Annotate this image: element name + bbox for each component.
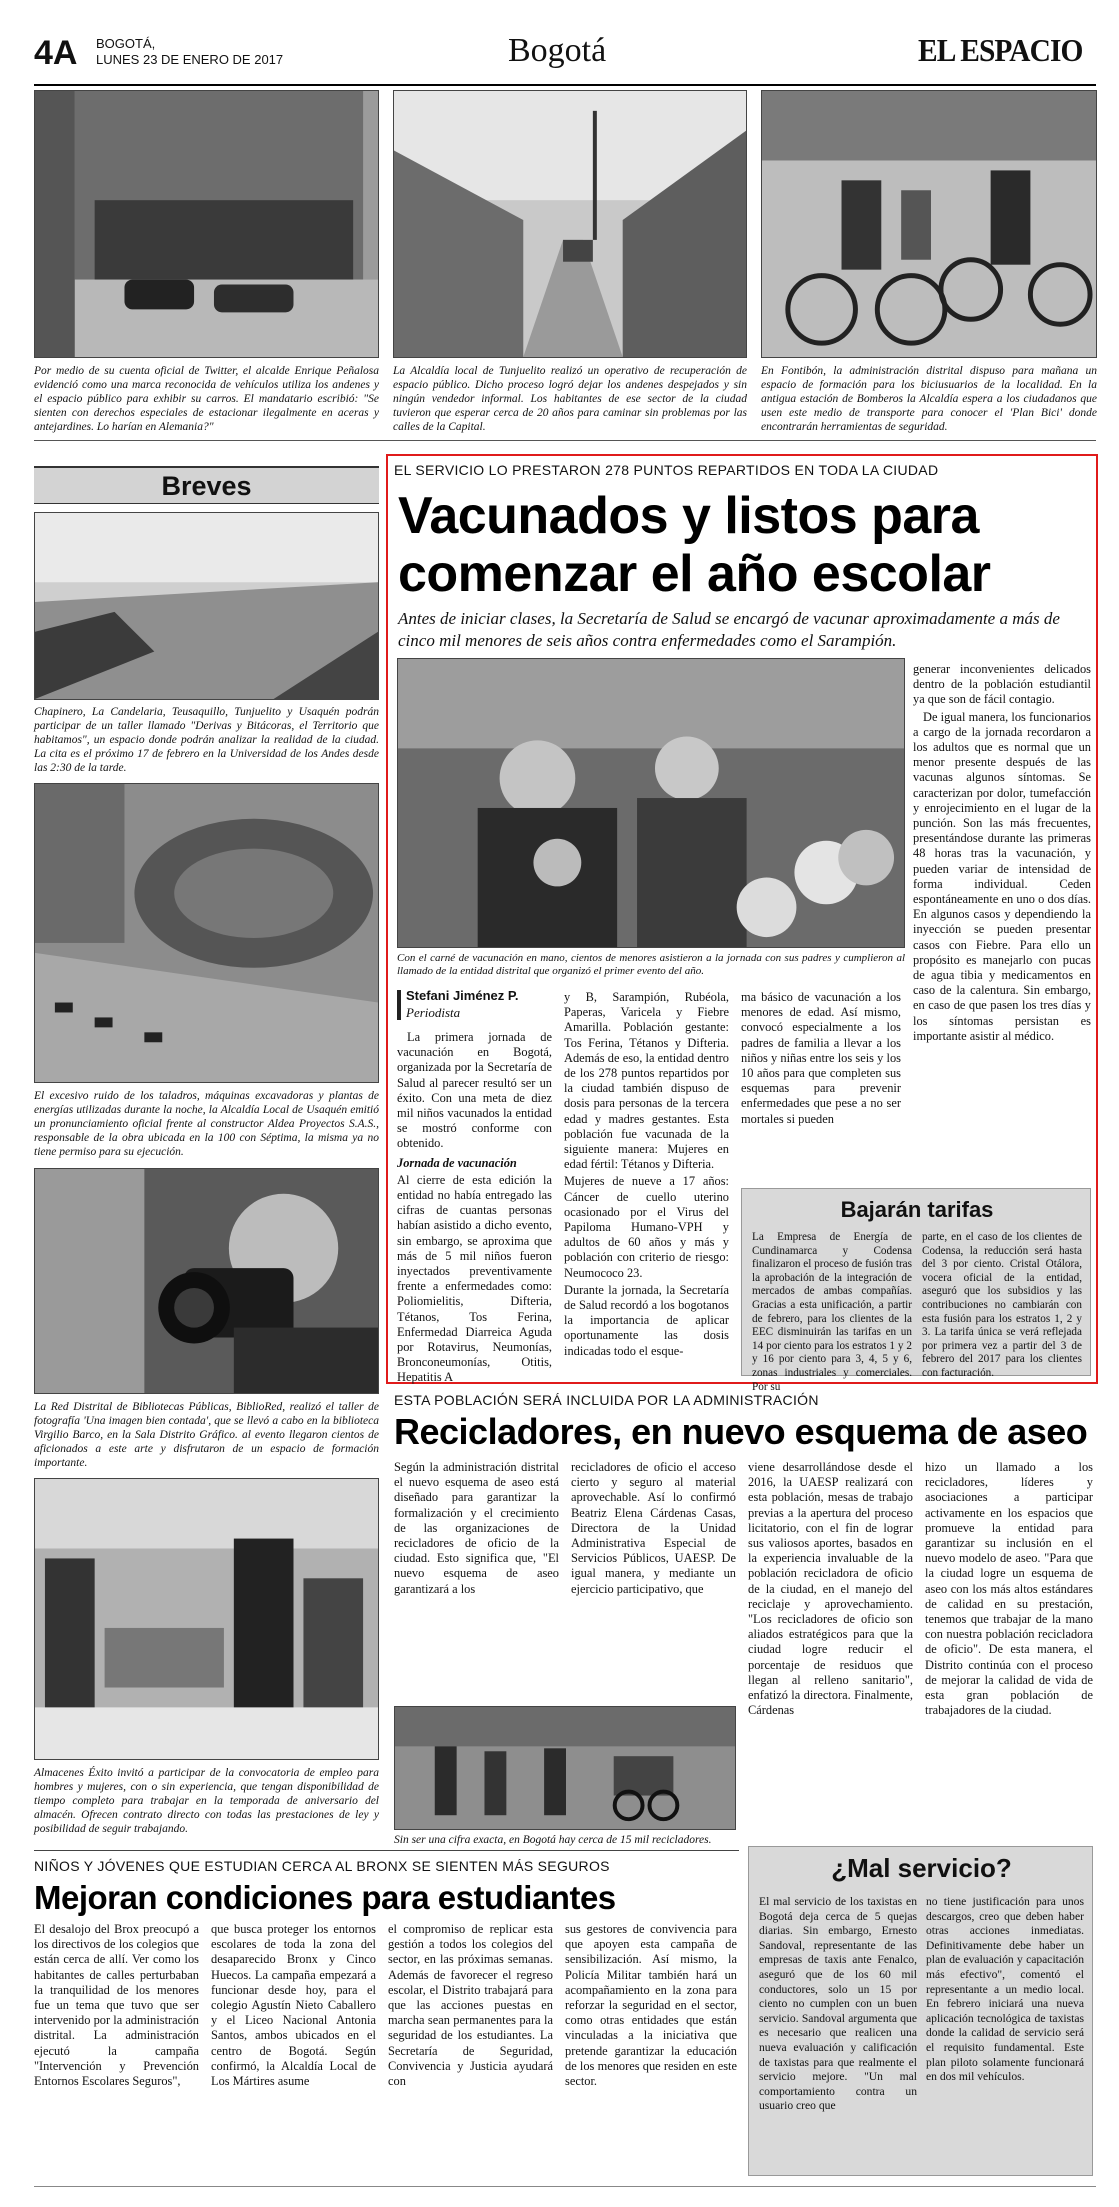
brand-logo: EL ESPACIO [918, 32, 1083, 68]
author-bar [397, 990, 401, 1020]
bottom-rule [34, 2186, 1096, 2187]
main-col-1 [397, 1030, 552, 1385]
main-col4-para1: generar inconvenientes delicados dentro de la población estudiantil ya que son de fácil contagio. [913, 662, 1091, 707]
photo-photographer [34, 1168, 379, 1394]
caption-ruido: El excesivo ruido de los taladros, máquinas excavadoras y plantas de energías utilizadas durante la noche, la Alcaldía Local de Usaquén emitió un pronunciamiento oficial frente al constructor Aldea Proyectos S.A.S., responsable de la obra ubicada en la 100 con Séptima, la misma ya no tiene permiso para su ejecución. [34, 1090, 379, 1158]
city-line: BOGOTÁ, [96, 36, 156, 51]
estudiantes-col-4: sus gestores de convivencia para que apoyen esta campaña de sensibilización. Así mismo, la Policía Militar también hará un acompañamiento en la zona para reforzar la seguridad en el sector, como otras entidades que están vinculadas a la iniciativa que pretende garantizar la educación de los menores que residen en este sector. [565, 1922, 737, 2089]
caption-vaccination: Con el carné de vacunación en mano, cientos de menores asistieron a la jornada con sus padres y cumplieron al llamado de la entidad distrital que organizó el primer evento del año. [397, 952, 905, 977]
mal-servicio-col-1: El mal servicio de los taxistas en Bogotá deja cerca de 5 quejas diarias. Sin embargo, Ernesto Sandoval, representante de las empresas de taxis ante Fenalco, aseguró que de los 60 mil conductores, solo un 15 por ciento no cumplen con un buen servicio. Sandoval argumenta que es necesario que realicen una nueva evaluación y calificación de taxistas para que realmente el servicio mejore. "Un mal comportamiento contra un usuario creo que [759, 1895, 917, 2113]
photo-vaccination [397, 658, 905, 948]
main-col2-para1: y B, Sarampión, Rubéola, Paperas, Varicela y Fiebre Amarilla. Población gestante: Tos Ferina, Tétanos y Difteria. Además de eso, la entidad dentro de los 278 puntos repartidos por la ciudad también dispuso de dosis para personas de la tercera edad y madres gestantes. Esta población fue vacunada de la siguiente manera: Mujeres en edad fértil: Tétanos y Difteria. [564, 990, 729, 1172]
main-col-2 [564, 990, 729, 1375]
caption-biblored: La Red Distrital de Bibliotecas Públicas, BiblioRed, realizó el taller de fotografía 'Una imagen bien contada', que se llevó a cabo en la biblioteca Virgilio Barco, en la Sala Distrito Gráfico. al evento llegaron cientos de aficionados a este arte y disfrutaron de un espacio de formación importante. [34, 1401, 379, 1469]
tarifas-col-2: parte, en el caso de los clientes de Codensa, la reducción será hasta del 3 por ciento. Cristal Otálora, vocera oficial de la entidad, aseguró que los subsidios y las contribuciones no cambiarán con esta fusión para los estratos 1, 2 y 3. La tarifa única se verá reflejada por primera vez a partir del 3 de febrero del 2017 para los clientes con facturación. [922, 1231, 1082, 1379]
estudiantes-col-2: que busca proteger los entornos escolares de toda la zona del desaparecido Bronx y Cinco Huecos. La campaña empezará a funcionar desde hoy, para el colegio Agustín Nieto Caballero y el Liceo Nacional Antonia Santos, ambos ubicados en el centro de Bogotá. Según confirmó, la Alcaldía Local de Los Mártires asume [211, 1922, 376, 2089]
author-role: Periodista [406, 1005, 461, 1020]
date-line: LUNES 23 DE ENERO DE 2017 [96, 52, 284, 67]
photo-recicladores [394, 1706, 736, 1830]
main-col1-para2: Al cierre de esta edición la entidad no había entregado las cifras de cuantas personas habían asistido a dicho evento, sin embargo, se aproxima que más de 5 mil niños fueron inyectados preventivamente frente a enfermedades como: Poliomielitis, Difteria, Tétanos, Tos Ferina, Enfermedad Diarreica Aguda por Rotavirus, Neumonías, Bronconeumonías, Otitis, Hepatitis A [397, 1172, 552, 1385]
main-headline-line2: comenzar el año escolar [398, 545, 991, 603]
main-col4-para2: De igual manera, los funcionarios a cargo de la jornada recordaron a los adultos que es normal que un menor presente después de las vacunas algunos síntomas. Se caracterizan por dolor, tumefacción y enrojecimiento en el lugar de la punción. Son las más frecuentes, presentándose durante las primeras 48 horas tras la vacunación, y pueden variar de intensidad de forma individual. Ceden espontáneamente en uno o dos días. En algunos casos y dependiendo la inyección se pueden presentar casos con Fiebre. Para ello un propósito es manejarlo con pucas de agua tibia y medicamentos en caso de la calentura. Sin embargo, en caso de que pasen los tres días y los síntomas persistan es importante asistir al médico. [913, 709, 1091, 1043]
author-name: Stefani Jiménez P. [406, 988, 519, 1003]
caption-recicladores: Sin ser una cifra exacta, en Bogotá hay cerca de 15 mil recicladores. [394, 1834, 712, 1846]
recicladores-col-1: Según la administración distrital el nuevo esquema de aseo está diseñado para garantizar la formalización y el crecimiento de las organizaciones de recicladores de oficio de la ciudad. Esto significa que, "El nuevo esquema de aseo garantizará a los [394, 1460, 559, 1596]
main-deck: Antes de iniciar clases, la Secretaría de Salud se encargó de vacunar aproximadamente a más de cinco mil menores de seis años contra enfermedades como el Sarampión. [398, 609, 1060, 650]
main-col1-subhead: Jornada de vacunación [397, 1155, 517, 1170]
estudiantes-kicker: NIÑOS Y JÓVENES QUE ESTUDIAN CERCA AL BRONX SE SIENTEN MÁS SEGUROS [34, 1858, 610, 1874]
estudiantes-rule [34, 1850, 739, 1851]
caption-dealership: Por medio de su cuenta oficial de Twitter, el alcalde Enrique Peñalosa evidenció como una marca reconocida de vehículos utiliza los andenes y el espacio público para exhibir su carros. El mandatario escribió: "Se sienten con derechos especiales de estacionar ilegalmente en aceras y antejardines. Lo harían en Alemania?" [34, 365, 379, 433]
top-section-rule [34, 440, 1096, 441]
mal-servicio-box [748, 1846, 1093, 2176]
recicladores-col-4: hizo un llamado a los recicladores, líderes y asociaciones a participar activamente en los espacios que promueve la entidad para garantizar su inclusión en el nuevo modelo de aseo. "Para que la ciudad logre un esquema de aseo con los más altos estándares de calidad en su prestación, tenemos que trabajar de la mano con nuestra población recicladora de oficio". De esta manera, el Distrito continúa con el proceso de mejorar la calidad de vida de esta gran población de trabajadores de la ciudad. [925, 1460, 1093, 1718]
breves-title: Breves [161, 471, 252, 501]
main-col1-para1: La primera jornada de vacunación en Bogotá, organizada por la Secretaría de Salud al parecer resultó ser un éxito. Con una meta de diez mil niños vacunados la entidad se mostró conforme con obtenido. [397, 1030, 552, 1151]
main-kicker: EL SERVICIO LO PRESTARON 278 PUNTOS REPARTIDOS EN TODA LA CIUDAD [394, 462, 939, 478]
main-col-4 [913, 662, 1091, 1182]
photo-city-panorama [34, 512, 379, 700]
estudiantes-col-3: el compromiso de replicar esta gestión a todos los colegios del sector, en las próximas semanas. Además de favorecer el regreso escolar, el Distrito trabajará para que las acciones puestas en marcha sean permanentes para la seguridad de los estudiantes. La Secretaría de Seguridad, Convivencia y Justicia ayudará con [388, 1922, 553, 2089]
photo-construction-aerial [34, 783, 379, 1083]
recicladores-headline: Recicladores, en nuevo esquema de aseo [394, 1411, 1088, 1452]
tarifas-title: Bajarán tarifas [840, 1197, 994, 1222]
photo-bicycles [761, 90, 1097, 358]
masthead-rule [34, 84, 1096, 86]
breves-header [34, 466, 379, 504]
section-title: Bogotá [508, 32, 607, 69]
page-number: 4A [34, 34, 78, 72]
caption-fontibon: En Fontibón, la administración distrital dispuso para mañana un espacio de formación para los biciusuarios de la localidad. En la antigua estación de Bomberos la Alcaldía espera a los ciudadanos que usen este medio de transporte para conocer el 'Plan Bici' donde encontrarán herramientas de seguridad. [761, 365, 1097, 433]
main-headline-line1: Vacunados y listos para [398, 487, 979, 545]
caption-tunjuelito: La Alcaldía local de Tunjuelito realizó un operativo de recuperación de espacio público. Dicho proceso logró dejar los andenes despejados y sin ningún vendedor informal. Los habitantes de ese sector de la ciudad tuvieron que esperar cerca de 20 años para caminar sin problemas por las calles de la Capital. [393, 365, 747, 433]
main-col2-para2: Mujeres de nueve a 17 años: Cáncer de cuello uterino ocasionado por el Virus del Papiloma Humano-VPH y adultos de 60 años y más y población con criterio de riesgo: Neumococo 23. [564, 1174, 729, 1280]
photo-dealership [34, 90, 379, 358]
photo-tunjuelito-street [393, 90, 747, 358]
main-col-3 [741, 990, 901, 1185]
caption-exito: Almacenes Éxito invitó a participar de la convocatoria de empleo para hombres y mujeres, con o sin experiencia, que tengan disponibilidad de tiempo completo para trabajar en la temporada de aniversario del almacén. Ofrecen contrato directo con todas las prestaciones de ley y posibilidad de seguir trabajando. [34, 1767, 379, 1835]
estudiantes-headline: Mejoran condiciones para estudiantes [34, 1879, 616, 1916]
estudiantes-col-1: El desalojo del Brox preocupó a los directivos de los colegios que están cerca de allí. Ver como los habitantes de calles perturbaban la tranquilidad de los menores fue un tema que tuvo que ser intervenido por la administración distrital. La administración ejecutó la campaña "Intervención y Prevención Entornos Escolares Seguros", [34, 1922, 199, 2089]
recicladores-kicker: ESTA POBLACIÓN SERÁ INCLUIDA POR LA ADMINISTRACIÓN [394, 1392, 819, 1408]
masthead [34, 30, 1096, 82]
recicladores-col-3: viene desarrollándose desde el 2016, la UAESP realizará con esta población, mesas de trabajo previas a la apertura del proceso licitatorio, con el fin de lograr sus valiosos aportes, basados en la experiencia invaluable de la población recicladora de oficio de la ciudad, en el manejo del reciclaje y aprovechamiento. "Los recicladores de oficio son aliados estratégicos para que la ciudad logre reducir el porcentaje de residuos que llegan al relleno sanitario", enfatizó la directora. Finalmente, Cárdenas [748, 1460, 913, 1718]
tarifas-col-1: La Empresa de Energía de Cundinamarca y Codensa finalizaron el proceso de fusión tras la aprobación de la integración de mercados de ambas compañías. Gracias a esta unificación, a partir de febrero, para los clientes de la EEC disminuirán las tarifas en un 14 por ciento para los estratos 1 y 2 y 16 por ciento para 3, 4, 5 y 6, zonas industriales y comerciales. Por su [752, 1231, 912, 1393]
tarifas-box [741, 1188, 1091, 1393]
recicladores-col-2: recicladores de oficio el acceso cierto y seguro al material aprovechable. Así lo confirmó Beatriz Elena Cárdenas Casas, Directora de la Unidad Administrativa Especial de Servicios Públicos, UAESP. De igual manera, y mediante un ejercicio participativo, que [571, 1460, 736, 1596]
mal-servicio-col-2: no tiene justificación para unos descargos, creo que deben haber otras acciones inmediatas. Definitivamente debe haber un plan de evaluación y capacitación más efectivo", comentó el representante a un medio local. En febrero iniciará una nueva aplicación tecnológica de taxistas donde la calidad de servicio será el requisito fundamental. Este plan piloto solamente funcionará en dos mil vehículos. [926, 1895, 1084, 2084]
main-col3-para1: ma básico de vacunación a los menores de edad. Así mismo, convocó especialmente a los padres de familia a llevar a los niños y niñas entre los seis y los 10 años para que completen sus esquemas para prevenir enfermedades que pese a no ser mortales si pueden [741, 990, 901, 1126]
main-col2-para3: Durante la jornada, la Secretaría de Salud recordó a los bogotanos la importancia de aplicar oportunamente las dosis indicadas todo el esque- [564, 1282, 729, 1358]
mal-servicio-title: ¿Mal servicio? [831, 1853, 1012, 1883]
photo-almacen-exito [34, 1478, 379, 1760]
caption-talleres: Chapinero, La Candelaria, Teusaquillo, Tunjuelito y Usaquén podrán participar de un taller llamado "Derivas y Bitácoras, el Territorio que habitamos", un espacio donde podrán analizar la realidad de la ciudad. La cita es el próximo 17 de febrero en la Universidad de los Andes desde las 2:30 de la tarde. [34, 706, 379, 774]
